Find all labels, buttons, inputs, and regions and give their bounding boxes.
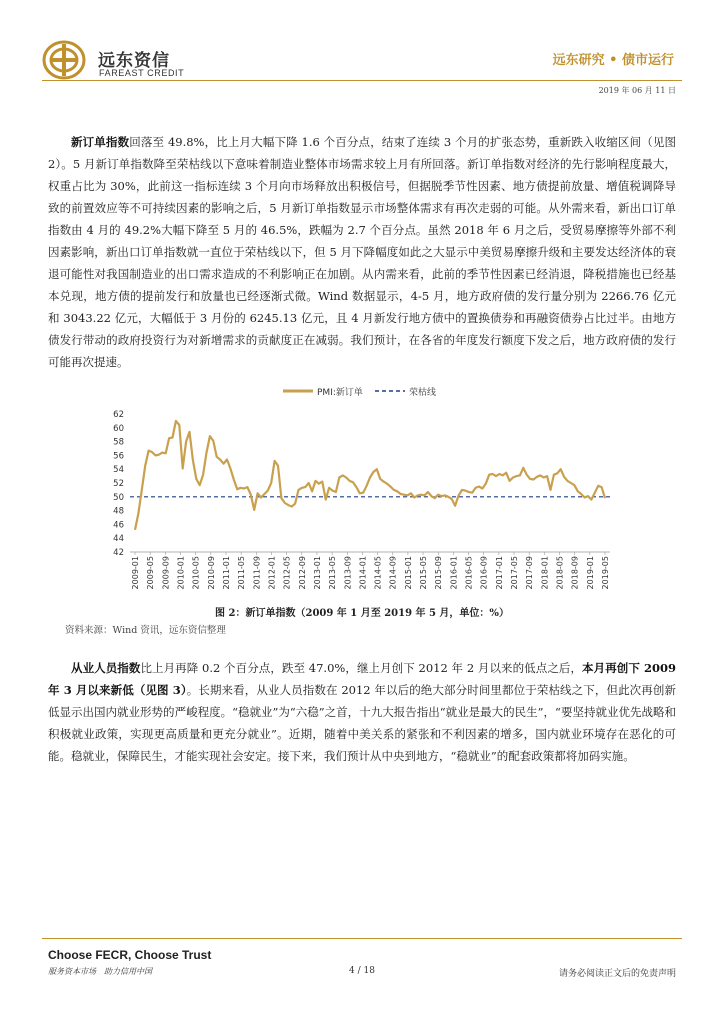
paragraph-text: 回落至 49.8%，比上月大幅下降 1.6 个百分点，结束了连续 3 个月的扩张态势，重新跌入收缩区间（见图 2）。5 月新订单指数降至荣枯线以下意味着制造业整体市场需求较上月有所回落。新订单指数对经济的先行影响程度最大，权重占比为 30%，此前这一指标连续 3 个月向市场释放出积极信号，但据脱季节性因素、地方债提前放量、增值税调降导致的前置效应等不可持续因素的影响之后，5 月新订单指数显示市场整体需求有再次走弱的可能。从外需来看，新出口订单指数由 4 月的 49.2%大幅下降至 5 月的 46.5%，跌幅为 2.7 个百分点。虽然 2018 年 6 月之后，受贸易摩擦等外部不利因素影响，新出口订单指数就一直位于荣枯线以下，但 5 月下降幅度如此之大显示中美贸易摩擦升级和主要发达经济体的衰退可能性对我国制造业的出口需求造成的不利影响正在加剧。从内需来看，此前的季节性因素已经消退，降税措施也已经基本兑现，地方债的提前发行和放量也已经逐渐式微。Wind 数据显示，4-5 月，地方政府债的发行量分别为 2266.76 亿元和 3043.22 亿元，大幅低于 3 月份的 6245.13 亿元，且 4 月新发行地方债中的置换债券和再融资债券占比过半。由地方债发行带动的政府投资行为对新增需求的贡献度正在减弱。我们预计，在各省的年度发行额度下发之后，地方政府债的发行可能再次提速。 xyxy=(48,135,676,369)
chart-caption: 图 2：新订单指数（2009 年 1 月至 2019 年 5 月，单位：%） xyxy=(215,608,509,619)
x-tick-label: 2017-01 xyxy=(494,556,504,590)
paragraph-employment xyxy=(48,657,676,767)
y-tick-label: 50 xyxy=(113,492,124,503)
x-tick-label: 2013-01 xyxy=(312,556,322,590)
series-line-new-orders xyxy=(135,421,605,530)
footer-slogan-cn: 服务资本市场 助力信用中国 xyxy=(48,967,152,976)
x-tick-label: 2013-05 xyxy=(328,556,338,590)
disclaimer-note: 请务必阅读正文后的免责声明 xyxy=(558,969,676,979)
paragraph-lead: 从业人员指数 xyxy=(71,661,141,675)
footer-divider xyxy=(42,938,682,939)
y-tick-label: 54 xyxy=(113,465,124,476)
x-tick-label: 2014-01 xyxy=(358,556,368,590)
x-tick-label: 2009-09 xyxy=(161,556,171,590)
brand-name-cn: 远东资信 xyxy=(98,51,170,71)
x-tick-label: 2010-09 xyxy=(206,556,216,590)
header-divider xyxy=(42,80,682,81)
x-tick-label: 2018-09 xyxy=(570,556,580,590)
y-tick-label: 60 xyxy=(113,423,124,434)
y-tick-label: 42 xyxy=(113,548,124,558)
y-tick-label: 44 xyxy=(113,534,124,545)
paragraph-new-orders xyxy=(48,131,676,373)
paragraph-text: 比上月再降 0.2 个百分点，跌至 47.0%，继上月创下 2012 年 2 月以来的低点之后， xyxy=(140,661,583,675)
legend-label-series: PMI:新订单 xyxy=(317,388,363,398)
x-tick-label: 2014-05 xyxy=(373,556,383,590)
x-tick-label: 2016-01 xyxy=(449,556,459,590)
y-tick-label: 58 xyxy=(113,437,124,448)
x-tick-label: 2019-05 xyxy=(601,556,610,590)
paragraph-text: 。长期来看，从业人员指数在 2012 年以后的绝大部分时间里都位于荣枯线之下，但此次再创新低显示出国内就业形势的严峻程度。“稳就业”为“六稳”之首，十九大报告指出“就业是最大的民生”，“要坚持就业优先战略和积极就业政策，实现更高质量和更充分就业”。近期，随着中美关系的紧张和不利因素的增多，国内就业环境存在恶化的可能。稳就业，保障民生，才能实现社会安定。接下来，我们预计从中央到地方，“稳就业”的配套政策都将加码实施。 xyxy=(48,683,676,763)
paragraph-highlight: 本月再创下 2009 年 3 月以来新低（见图 3） xyxy=(48,661,676,697)
x-tick-label: 2015-01 xyxy=(403,556,413,590)
y-tick-label: 46 xyxy=(113,520,124,531)
x-tick-label: 2012-05 xyxy=(282,556,292,590)
y-tick-label: 48 xyxy=(113,506,124,517)
x-tick-label: 2009-01 xyxy=(131,556,140,590)
chart-source: 资料来源：Wind 资讯，远东资信整理 xyxy=(65,625,226,636)
new-orders-line-chart xyxy=(100,382,620,602)
brand-name-en: FAREAST CREDIT xyxy=(99,68,185,78)
x-tick-label: 2013-09 xyxy=(343,556,353,590)
report-date: 2019 年 06 月 11 日 xyxy=(598,86,676,95)
y-tick-label: 56 xyxy=(113,451,124,462)
x-tick-label: 2017-05 xyxy=(510,556,520,590)
fareast-logo-icon xyxy=(42,40,86,80)
x-tick-label: 2018-01 xyxy=(540,556,550,590)
x-tick-label: 2015-09 xyxy=(434,556,444,590)
footer-slogan-en: Choose FECR, Choose Trust xyxy=(48,948,212,962)
y-tick-label: 62 xyxy=(113,410,124,420)
x-tick-label: 2019-01 xyxy=(585,556,595,590)
x-tick-label: 2011-01 xyxy=(221,556,231,590)
x-tick-label: 2012-01 xyxy=(267,556,277,590)
y-tick-label: 52 xyxy=(113,479,124,489)
x-tick-label: 2014-09 xyxy=(388,556,398,590)
x-tick-label: 2011-09 xyxy=(252,556,262,590)
x-tick-label: 2010-05 xyxy=(191,556,201,590)
x-tick-label: 2010-01 xyxy=(176,556,186,590)
paragraph-lead: 新订单指数 xyxy=(71,135,130,149)
x-tick-label: 2009-05 xyxy=(146,556,156,590)
x-tick-label: 2018-05 xyxy=(555,556,565,590)
report-section: 远东研究 • 债市运行 xyxy=(552,53,674,68)
x-tick-label: 2017-09 xyxy=(525,556,535,590)
x-tick-label: 2016-09 xyxy=(479,556,489,590)
x-tick-label: 2011-05 xyxy=(237,556,247,590)
x-tick-label: 2015-05 xyxy=(419,556,429,590)
legend-label-threshold: 荣枯线 xyxy=(409,388,437,398)
x-tick-label: 2012-09 xyxy=(297,556,307,590)
x-tick-label: 2016-05 xyxy=(464,556,474,590)
page-number: 4 / 18 xyxy=(349,966,375,976)
